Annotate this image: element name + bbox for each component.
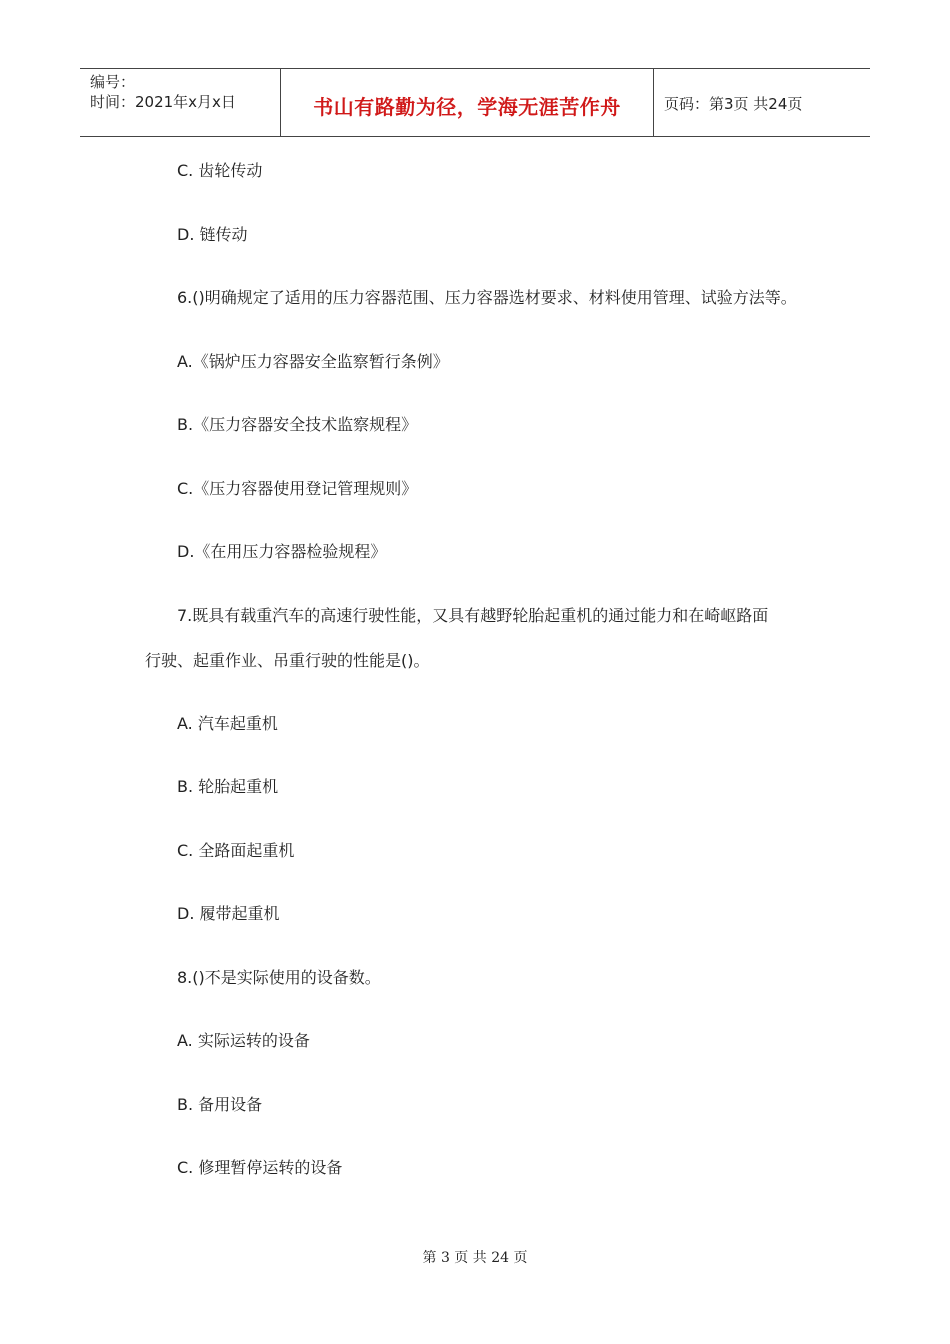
option-d-q6: D.《在用压力容器检验规程》 [177, 542, 387, 561]
date-label: 时间：2021年x月x日 [90, 93, 236, 111]
option-b-q7: B. 轮胎起重机 [177, 777, 279, 796]
option-c-q7: C. 全路面起重机 [177, 841, 295, 860]
option-a-q8: A. 实际运转的设备 [177, 1031, 310, 1050]
page-header [80, 68, 870, 137]
question-6: 6.()明确规定了适用的压力容器范围、压力容器选材要求、材料使用管理、试验方法等。 [177, 288, 797, 307]
motto-text: 书山有路勤为径，学海无涯苦作舟 [313, 95, 621, 119]
option-b-q6: B.《压力容器安全技术监察规程》 [177, 415, 418, 434]
header-left-cell [80, 69, 281, 136]
option-c-q5: C. 齿轮传动 [177, 161, 263, 180]
question-8: 8.()不是实际使用的设备数。 [177, 968, 381, 987]
page-footer: 第 3 页 共 24 页 [422, 1250, 528, 1266]
header-right-cell [654, 69, 870, 136]
header-motto-cell [281, 69, 654, 136]
question-7-line-1: 7.既具有载重汽车的高速行驶性能，又具有越野轮胎起重机的通过能力和在崎岖路面 [177, 606, 769, 625]
option-d-q5: D. 链传动 [177, 225, 248, 244]
option-d-q7: D. 履带起重机 [177, 904, 280, 923]
option-a-q6: A.《锅炉压力容器安全监察暂行条例》 [177, 352, 449, 371]
question-7-line-2: 行驶、起重作业、吊重行驶的性能是()。 [145, 651, 430, 670]
option-c-q6: C.《压力容器使用登记管理规则》 [177, 479, 418, 498]
option-c-q8: C. 修理暂停运转的设备 [177, 1158, 343, 1177]
option-a-q7: A. 汽车起重机 [177, 714, 278, 733]
page-info-label: 页码：第3页 共24页 [664, 95, 803, 113]
serial-number-label: 编号： [90, 73, 136, 91]
option-b-q8: B. 备用设备 [177, 1095, 263, 1114]
